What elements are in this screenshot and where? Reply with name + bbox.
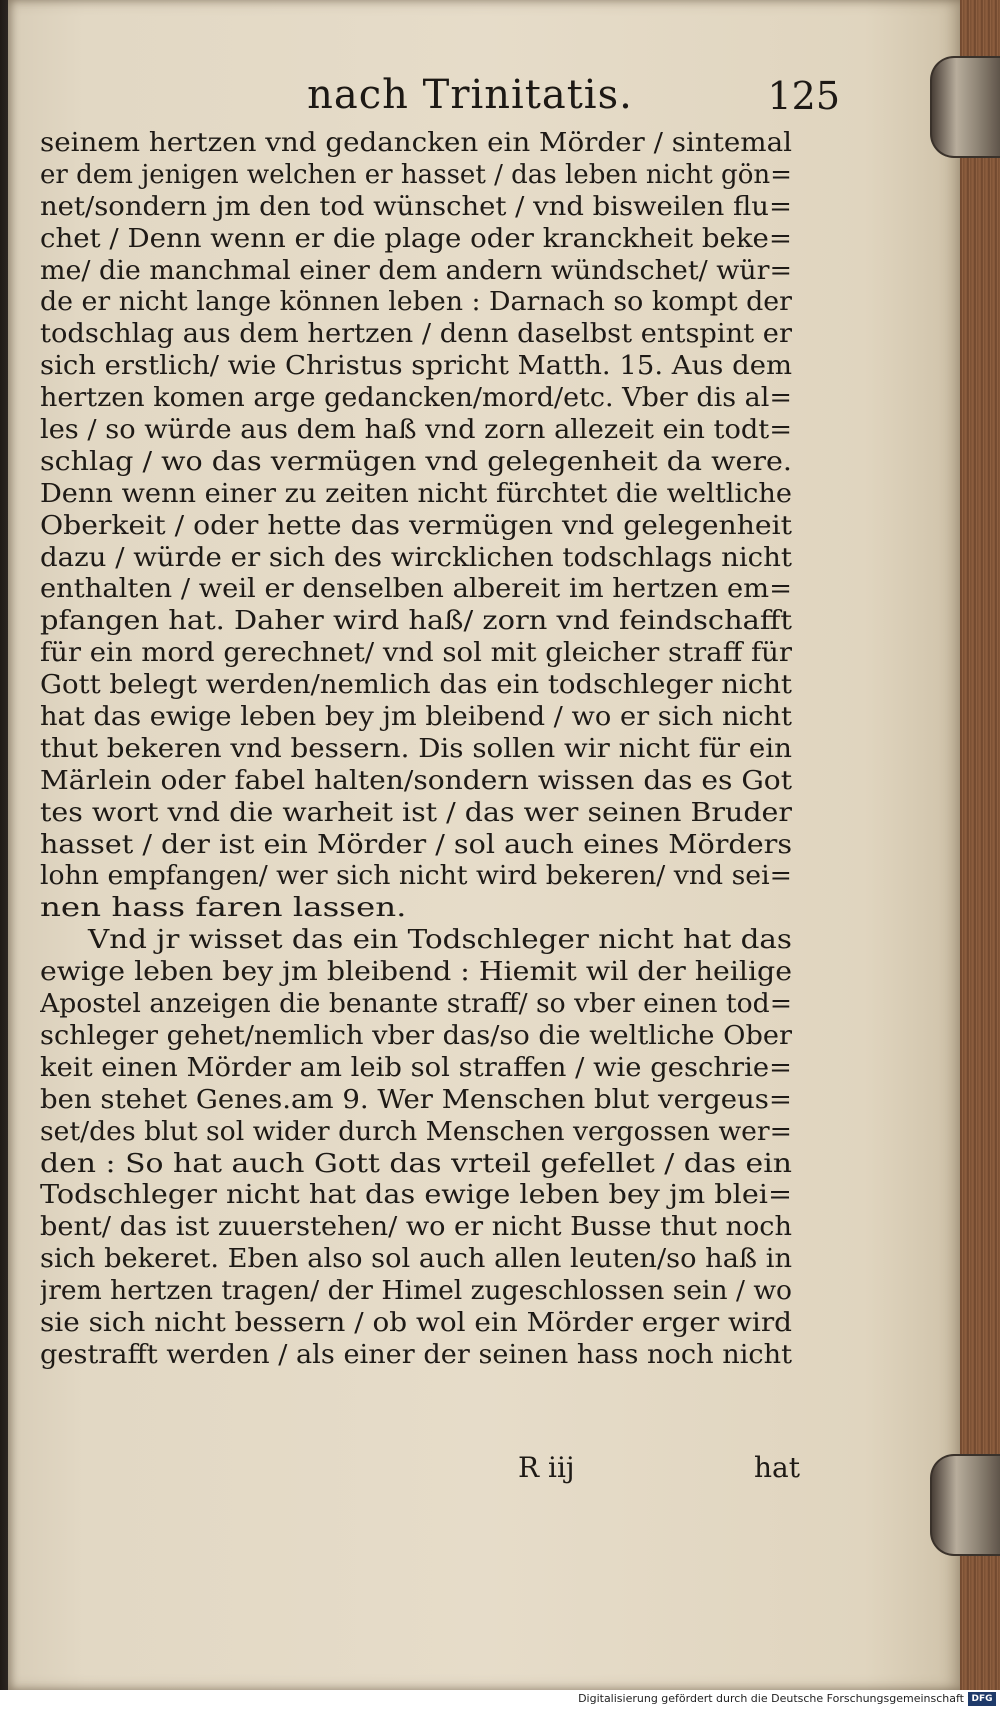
text-line: schleger gehet/nemlich vber das/so die weltliche Ober	[40, 1020, 792, 1051]
text-line: gestrafft werden / als einer der seinen hass noch nicht	[40, 1339, 792, 1370]
text-line: les / so würde aus dem haß vnd zorn allezeit ein todt=	[40, 415, 792, 446]
dfg-logo: DFG	[968, 1692, 996, 1706]
text-line: Gott belegt werden/nemlich das ein todschleger nicht	[40, 670, 792, 701]
text-line: Denn wenn einer zu zeiten nicht fürchtet die weltliche	[40, 478, 792, 509]
text-line: er dem jenigen welchen er hasset / das leben nicht gön=	[40, 159, 792, 190]
text-line: schlag / wo das vermügen vnd gelegenheit da were.	[40, 446, 792, 477]
page-number: 125	[767, 74, 840, 118]
text-line: sie sich nicht bessern / ob wol ein Mörder erger wird	[40, 1307, 792, 1338]
funding-bar	[0, 1690, 1000, 1709]
text-line: thut bekeren vnd bessern. Dis sollen wir nicht für ein	[40, 733, 792, 764]
text-line: hat das ewige leben bey jm bleibend / wo er sich nicht	[40, 702, 792, 733]
text-line: sich bekeret. Eben also sol auch allen leuten/so haß in	[40, 1244, 792, 1275]
text-line: Apostel anzeigen die benante straff/ so vber einen tod=	[40, 989, 792, 1020]
text-line: Vnd jr wisset das ein Todschleger nicht hat das	[88, 925, 792, 956]
body-text	[40, 128, 792, 1372]
text-line: dazu / würde er sich des wircklichen todschlags nicht	[40, 542, 792, 573]
text-line: net/sondern jm den tod wünschet / vnd bisweilen flu=	[40, 191, 792, 222]
funding-note: Digitalisierung gefördert durch die Deutsche Forschungsgemeinschaft	[578, 1692, 964, 1705]
book-fore-edge	[956, 0, 1000, 1690]
text-line: tes wort vnd die warheit ist / das wer seinen Bruder	[40, 797, 792, 828]
text-line: todschlag aus dem hertzen / denn daselbst entspint er	[40, 319, 792, 350]
text-line: de er nicht lange können leben : Darnach so kompt der	[40, 287, 792, 318]
text-line: Oberkeit / oder hette das vermügen vnd gelegenheit	[40, 510, 792, 541]
text-line: nen hass faren lassen.	[40, 893, 407, 924]
text-line: jrem hertzen tragen/ der Himel zugeschlossen sein / wo	[40, 1276, 792, 1307]
running-title: nach Trinitatis.	[307, 72, 633, 118]
text-line: pfangen hat. Daher wird haß/ zorn vnd feindschafft	[40, 606, 792, 637]
text-line: bent/ das ist zuuerstehen/ wo er nicht Busse thut noch	[40, 1212, 792, 1243]
text-line: hertzen komen arge gedancken/mord/etc. Vber dis al=	[40, 383, 792, 414]
text-line: Todschleger nicht hat das ewige leben bey jm blei=	[40, 1180, 792, 1211]
clasp-bottom	[930, 1454, 1000, 1556]
text-line: hasset / der ist ein Mörder / sol auch eines Mörders	[40, 829, 792, 860]
text-line: seinem hertzen vnd gedancken ein Mörder / sintemal	[40, 128, 792, 158]
text-line: lohn empfangen/ wer sich nicht wird bekeren/ vnd sei=	[40, 861, 792, 892]
text-line: Märlein oder fabel halten/sondern wissen das es Got	[40, 765, 792, 796]
text-line: für ein mord gerechnet/ vnd sol mit gleicher straff für	[40, 638, 792, 669]
text-line: ewige leben bey jm bleibend : Hiemit wil der heilige	[40, 957, 792, 988]
signature-mark: R iij	[518, 1451, 575, 1484]
text-line: den : So hat auch Gott das vrteil gefellet / das ein	[40, 1148, 792, 1179]
text-line: set/des blut sol wider durch Menschen vergossen wer=	[40, 1116, 792, 1147]
text-line: chet / Denn wenn er die plage oder kranckheit beke=	[40, 223, 792, 254]
clasp-top	[930, 56, 1000, 158]
text-line: enthalten / weil er denselben albereit im hertzen em=	[40, 574, 792, 605]
page-footer	[40, 1451, 800, 1491]
catchword: hat	[754, 1451, 800, 1484]
text-line: ben stehet Genes.am 9. Wer Menschen blut vergeus=	[40, 1084, 792, 1115]
text-line: sich erstlich/ wie Christus spricht Matth. 15. Aus dem	[40, 351, 792, 382]
text-line: me/ die manchmal einer dem andern wündschet/ wür=	[40, 255, 792, 286]
text-line: keit einen Mörder am leib sol straffen / wie geschrie=	[40, 1052, 792, 1083]
page-header	[40, 72, 880, 132]
